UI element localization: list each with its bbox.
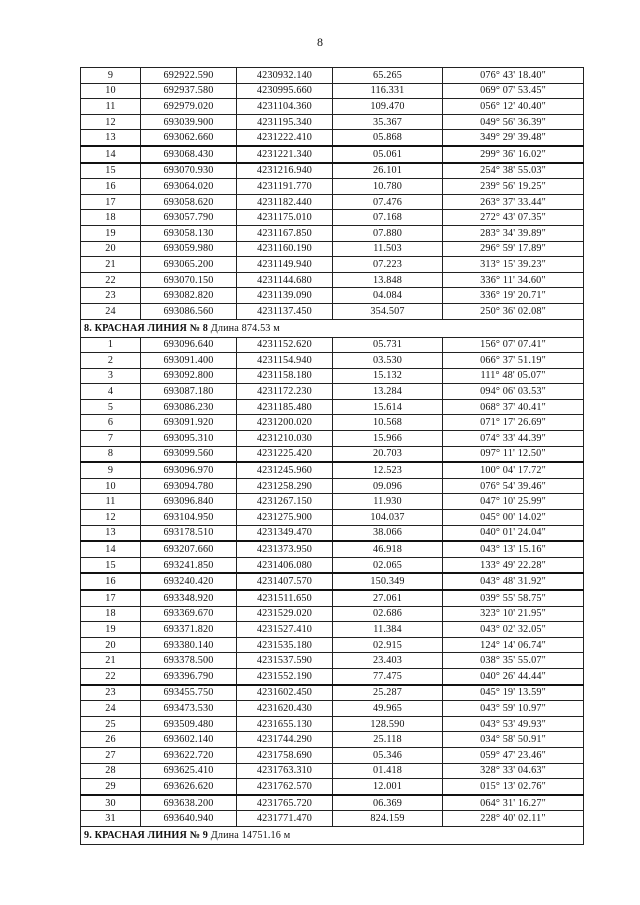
table-row xyxy=(81,368,584,384)
y-coordinate-cell: 4231527.410 xyxy=(237,622,333,638)
x-coordinate-cell: 693070.150 xyxy=(141,272,237,288)
distance-cell: 05.061 xyxy=(333,146,443,163)
point-number-cell: 9 xyxy=(81,462,141,478)
point-number-cell: 5 xyxy=(81,399,141,415)
table-row xyxy=(81,68,584,84)
point-number-cell: 20 xyxy=(81,241,141,257)
distance-cell: 824.159 xyxy=(333,811,443,827)
bearing-cell: 349° 29' 39.48" xyxy=(443,130,584,146)
x-coordinate-cell: 693057.790 xyxy=(141,210,237,226)
bearing-cell: 283° 34' 39.89" xyxy=(443,225,584,241)
bearing-cell: 323° 10' 21.95" xyxy=(443,606,584,622)
table-row xyxy=(81,431,584,447)
distance-cell: 12.523 xyxy=(333,462,443,478)
table-row xyxy=(81,83,584,99)
distance-cell: 49.965 xyxy=(333,701,443,717)
table-row xyxy=(81,795,584,811)
x-coordinate-cell: 693455.750 xyxy=(141,685,237,701)
distance-cell: 13.284 xyxy=(333,384,443,400)
distance-cell: 109.470 xyxy=(333,99,443,115)
table-row xyxy=(81,303,584,319)
distance-cell: 07.880 xyxy=(333,225,443,241)
table-row xyxy=(81,525,584,541)
table-row xyxy=(81,811,584,827)
point-number-cell: 24 xyxy=(81,701,141,717)
distance-cell: 05.346 xyxy=(333,747,443,763)
x-coordinate-cell: 693348.920 xyxy=(141,590,237,606)
section-title: 9. КРАСНАЯ ЛИНИЯ № 9 xyxy=(84,829,209,841)
distance-cell: 150.349 xyxy=(333,573,443,590)
point-number-cell: 18 xyxy=(81,210,141,226)
distance-cell: 02.915 xyxy=(333,637,443,653)
table-row xyxy=(81,446,584,462)
distance-cell: 06.369 xyxy=(333,795,443,811)
point-number-cell: 15 xyxy=(81,557,141,573)
distance-cell: 27.061 xyxy=(333,590,443,606)
x-coordinate-cell: 692937.580 xyxy=(141,83,237,99)
table-row xyxy=(81,573,584,590)
point-number-cell: 24 xyxy=(81,303,141,319)
point-number-cell: 28 xyxy=(81,763,141,779)
y-coordinate-cell: 4231144.680 xyxy=(237,272,333,288)
bearing-cell: 094° 06' 03.53" xyxy=(443,384,584,400)
y-coordinate-cell: 4231771.470 xyxy=(237,811,333,827)
bearing-cell: 066° 37' 51.19" xyxy=(443,353,584,369)
distance-cell: 15.614 xyxy=(333,399,443,415)
distance-cell: 13.848 xyxy=(333,272,443,288)
bearing-cell: 076° 43' 18.40" xyxy=(443,68,584,84)
y-coordinate-cell: 4231216.940 xyxy=(237,163,333,179)
distance-cell: 15.132 xyxy=(333,368,443,384)
bearing-cell: 043° 02' 32.05" xyxy=(443,622,584,638)
y-coordinate-cell: 4231139.090 xyxy=(237,288,333,304)
table-row xyxy=(81,337,584,353)
y-coordinate-cell: 4231763.310 xyxy=(237,763,333,779)
y-coordinate-cell: 4230932.140 xyxy=(237,68,333,84)
y-coordinate-cell: 4231172.230 xyxy=(237,384,333,400)
bearing-cell: 068° 37' 40.41" xyxy=(443,399,584,415)
y-coordinate-cell: 4231221.340 xyxy=(237,146,333,163)
point-number-cell: 17 xyxy=(81,194,141,210)
point-number-cell: 13 xyxy=(81,130,141,146)
y-coordinate-cell: 4231275.900 xyxy=(237,510,333,526)
y-coordinate-cell: 4231765.720 xyxy=(237,795,333,811)
y-coordinate-cell: 4231655.130 xyxy=(237,716,333,732)
distance-cell: 26.101 xyxy=(333,163,443,179)
x-coordinate-cell: 693068.430 xyxy=(141,146,237,163)
bearing-cell: 043° 13' 15.16" xyxy=(443,541,584,557)
distance-cell: 07.476 xyxy=(333,194,443,210)
x-coordinate-cell: 693059.980 xyxy=(141,241,237,257)
x-coordinate-cell: 693096.640 xyxy=(141,337,237,353)
x-coordinate-cell: 692922.590 xyxy=(141,68,237,84)
table-row xyxy=(81,194,584,210)
bearing-cell: 156° 07' 07.41" xyxy=(443,337,584,353)
point-number-cell: 19 xyxy=(81,622,141,638)
bearing-cell: 250° 36' 02.08" xyxy=(443,303,584,319)
table-row xyxy=(81,541,584,557)
table-row xyxy=(81,353,584,369)
x-coordinate-cell: 693058.130 xyxy=(141,225,237,241)
point-number-cell: 30 xyxy=(81,795,141,811)
x-coordinate-cell: 693086.230 xyxy=(141,399,237,415)
section-header-row xyxy=(81,319,584,337)
distance-cell: 35.367 xyxy=(333,114,443,130)
x-coordinate-cell: 693473.530 xyxy=(141,701,237,717)
bearing-cell: 313° 15' 39.23" xyxy=(443,257,584,273)
distance-cell: 38.066 xyxy=(333,525,443,541)
bearing-cell: 056° 12' 40.40" xyxy=(443,99,584,115)
table-row xyxy=(81,225,584,241)
section-length: Длина 874.53 м xyxy=(210,322,280,334)
x-coordinate-cell: 693091.400 xyxy=(141,353,237,369)
bearing-cell: 074° 33' 44.39" xyxy=(443,431,584,447)
table-row xyxy=(81,732,584,748)
x-coordinate-cell: 693086.560 xyxy=(141,303,237,319)
x-coordinate-cell: 693369.670 xyxy=(141,606,237,622)
table-row xyxy=(81,510,584,526)
section-header xyxy=(81,319,584,337)
y-coordinate-cell: 4231104.360 xyxy=(237,99,333,115)
point-number-cell: 19 xyxy=(81,225,141,241)
table-row xyxy=(81,399,584,415)
distance-cell: 10.568 xyxy=(333,415,443,431)
y-coordinate-cell: 4231175.010 xyxy=(237,210,333,226)
bearing-cell: 124° 14' 06.74" xyxy=(443,637,584,653)
table-row xyxy=(81,622,584,638)
x-coordinate-cell: 693062.660 xyxy=(141,130,237,146)
y-coordinate-cell: 4231529.020 xyxy=(237,606,333,622)
distance-cell: 03.530 xyxy=(333,353,443,369)
y-coordinate-cell: 4231602.450 xyxy=(237,685,333,701)
point-number-cell: 21 xyxy=(81,257,141,273)
bearing-cell: 272° 43' 07.35" xyxy=(443,210,584,226)
bearing-cell: 043° 53' 49.93" xyxy=(443,716,584,732)
point-number-cell: 2 xyxy=(81,353,141,369)
table-row xyxy=(81,257,584,273)
x-coordinate-cell: 693602.140 xyxy=(141,732,237,748)
x-coordinate-cell: 693640.940 xyxy=(141,811,237,827)
distance-cell: 11.384 xyxy=(333,622,443,638)
table-row xyxy=(81,272,584,288)
point-number-cell: 17 xyxy=(81,590,141,606)
y-coordinate-cell: 4231154.940 xyxy=(237,353,333,369)
point-number-cell: 12 xyxy=(81,114,141,130)
distance-cell: 15.966 xyxy=(333,431,443,447)
distance-cell: 25.118 xyxy=(333,732,443,748)
x-coordinate-cell: 693082.820 xyxy=(141,288,237,304)
y-coordinate-cell: 4231535.180 xyxy=(237,637,333,653)
bearing-cell: 047° 10' 25.99" xyxy=(443,494,584,510)
x-coordinate-cell: 693092.800 xyxy=(141,368,237,384)
bearing-cell: 111° 48' 05.07" xyxy=(443,368,584,384)
y-coordinate-cell: 4231620.430 xyxy=(237,701,333,717)
section-header-row xyxy=(81,826,584,844)
point-number-cell: 13 xyxy=(81,525,141,541)
y-coordinate-cell: 4230995.660 xyxy=(237,83,333,99)
point-number-cell: 29 xyxy=(81,779,141,795)
point-number-cell: 16 xyxy=(81,179,141,195)
y-coordinate-cell: 4231182.440 xyxy=(237,194,333,210)
point-number-cell: 7 xyxy=(81,431,141,447)
distance-cell: 07.168 xyxy=(333,210,443,226)
point-number-cell: 1 xyxy=(81,337,141,353)
table-row xyxy=(81,653,584,669)
y-coordinate-cell: 4231160.190 xyxy=(237,241,333,257)
bearing-cell: 254° 38' 55.03" xyxy=(443,163,584,179)
x-coordinate-cell: 693091.920 xyxy=(141,415,237,431)
point-number-cell: 21 xyxy=(81,653,141,669)
bearing-cell: 336° 11' 34.60" xyxy=(443,272,584,288)
distance-cell: 02.065 xyxy=(333,557,443,573)
bearing-cell: 015° 13' 02.76" xyxy=(443,779,584,795)
point-number-cell: 10 xyxy=(81,478,141,494)
y-coordinate-cell: 4231267.150 xyxy=(237,494,333,510)
distance-cell: 01.418 xyxy=(333,763,443,779)
table-row xyxy=(81,701,584,717)
table-row xyxy=(81,716,584,732)
y-coordinate-cell: 4231762.570 xyxy=(237,779,333,795)
table-row xyxy=(81,590,584,606)
table-row xyxy=(81,415,584,431)
point-number-cell: 4 xyxy=(81,384,141,400)
point-number-cell: 10 xyxy=(81,83,141,99)
table-row xyxy=(81,637,584,653)
y-coordinate-cell: 4231349.470 xyxy=(237,525,333,541)
distance-cell: 12.001 xyxy=(333,779,443,795)
y-coordinate-cell: 4231373.950 xyxy=(237,541,333,557)
x-coordinate-cell: 693371.820 xyxy=(141,622,237,638)
coordinates-table xyxy=(80,67,584,845)
distance-cell: 11.930 xyxy=(333,494,443,510)
bearing-cell: 076° 54' 39.46" xyxy=(443,478,584,494)
y-coordinate-cell: 4231537.590 xyxy=(237,653,333,669)
point-number-cell: 9 xyxy=(81,68,141,84)
y-coordinate-cell: 4231406.080 xyxy=(237,557,333,573)
y-coordinate-cell: 4231137.450 xyxy=(237,303,333,319)
y-coordinate-cell: 4231185.480 xyxy=(237,399,333,415)
bearing-cell: 263° 37' 33.44" xyxy=(443,194,584,210)
bearing-cell: 059° 47' 23.46" xyxy=(443,747,584,763)
bearing-cell: 296° 59' 17.89" xyxy=(443,241,584,257)
distance-cell: 77.475 xyxy=(333,668,443,684)
x-coordinate-cell: 693509.480 xyxy=(141,716,237,732)
table-row xyxy=(81,494,584,510)
bearing-cell: 039° 55' 58.75" xyxy=(443,590,584,606)
x-coordinate-cell: 693099.560 xyxy=(141,446,237,462)
y-coordinate-cell: 4231758.690 xyxy=(237,747,333,763)
bearing-cell: 040° 01' 24.04" xyxy=(443,525,584,541)
point-number-cell: 20 xyxy=(81,637,141,653)
distance-cell: 65.265 xyxy=(333,68,443,84)
bearing-cell: 043° 59' 10.97" xyxy=(443,701,584,717)
section-header xyxy=(81,826,584,844)
y-coordinate-cell: 4231152.620 xyxy=(237,337,333,353)
y-coordinate-cell: 4231210.030 xyxy=(237,431,333,447)
table-row xyxy=(81,288,584,304)
x-coordinate-cell: 692979.020 xyxy=(141,99,237,115)
bearing-cell: 071° 17' 26.69" xyxy=(443,415,584,431)
bearing-cell: 045° 00' 14.02" xyxy=(443,510,584,526)
distance-cell: 09.096 xyxy=(333,478,443,494)
bearing-cell: 100° 04' 17.72" xyxy=(443,462,584,478)
x-coordinate-cell: 693380.140 xyxy=(141,637,237,653)
point-number-cell: 11 xyxy=(81,494,141,510)
distance-cell: 20.703 xyxy=(333,446,443,462)
table-row xyxy=(81,99,584,115)
x-coordinate-cell: 693094.780 xyxy=(141,478,237,494)
point-number-cell: 31 xyxy=(81,811,141,827)
distance-cell: 05.731 xyxy=(333,337,443,353)
table-row xyxy=(81,210,584,226)
y-coordinate-cell: 4231149.940 xyxy=(237,257,333,273)
bearing-cell: 064° 31' 16.27" xyxy=(443,795,584,811)
point-number-cell: 25 xyxy=(81,716,141,732)
distance-cell: 116.331 xyxy=(333,83,443,99)
distance-cell: 25.287 xyxy=(333,685,443,701)
bearing-cell: 038° 35' 55.07" xyxy=(443,653,584,669)
y-coordinate-cell: 4231222.410 xyxy=(237,130,333,146)
x-coordinate-cell: 693039.900 xyxy=(141,114,237,130)
table-row xyxy=(81,146,584,163)
table-row xyxy=(81,685,584,701)
distance-cell: 05.868 xyxy=(333,130,443,146)
y-coordinate-cell: 4231225.420 xyxy=(237,446,333,462)
table-row xyxy=(81,130,584,146)
x-coordinate-cell: 693240.420 xyxy=(141,573,237,590)
x-coordinate-cell: 693087.180 xyxy=(141,384,237,400)
bearing-cell: 299° 36' 16.02" xyxy=(443,146,584,163)
distance-cell: 23.403 xyxy=(333,653,443,669)
x-coordinate-cell: 693622.720 xyxy=(141,747,237,763)
table-row xyxy=(81,241,584,257)
table-row xyxy=(81,606,584,622)
x-coordinate-cell: 693178.510 xyxy=(141,525,237,541)
distance-cell: 104.037 xyxy=(333,510,443,526)
point-number-cell: 23 xyxy=(81,288,141,304)
point-number-cell: 23 xyxy=(81,685,141,701)
x-coordinate-cell: 693625.410 xyxy=(141,763,237,779)
bearing-cell: 069° 07' 53.45" xyxy=(443,83,584,99)
bearing-cell: 097° 11' 12.50" xyxy=(443,446,584,462)
y-coordinate-cell: 4231167.850 xyxy=(237,225,333,241)
point-number-cell: 3 xyxy=(81,368,141,384)
y-coordinate-cell: 4231158.180 xyxy=(237,368,333,384)
distance-cell: 10.780 xyxy=(333,179,443,195)
x-coordinate-cell: 693104.950 xyxy=(141,510,237,526)
point-number-cell: 11 xyxy=(81,99,141,115)
x-coordinate-cell: 693626.620 xyxy=(141,779,237,795)
bearing-cell: 239° 56' 19.25" xyxy=(443,179,584,195)
x-coordinate-cell: 693096.840 xyxy=(141,494,237,510)
table-row xyxy=(81,163,584,179)
distance-cell: 128.590 xyxy=(333,716,443,732)
x-coordinate-cell: 693065.200 xyxy=(141,257,237,273)
bearing-cell: 328° 33' 04.63" xyxy=(443,763,584,779)
point-number-cell: 6 xyxy=(81,415,141,431)
section-title: 8. КРАСНАЯ ЛИНИЯ № 8 xyxy=(84,322,209,334)
point-number-cell: 18 xyxy=(81,606,141,622)
table-row xyxy=(81,557,584,573)
point-number-cell: 14 xyxy=(81,541,141,557)
point-number-cell: 14 xyxy=(81,146,141,163)
x-coordinate-cell: 693095.310 xyxy=(141,431,237,447)
point-number-cell: 22 xyxy=(81,668,141,684)
y-coordinate-cell: 4231200.020 xyxy=(237,415,333,431)
point-number-cell: 26 xyxy=(81,732,141,748)
distance-cell: 02.686 xyxy=(333,606,443,622)
bearing-cell: 049° 56' 36.39" xyxy=(443,114,584,130)
point-number-cell: 27 xyxy=(81,747,141,763)
table-row xyxy=(81,763,584,779)
x-coordinate-cell: 693070.930 xyxy=(141,163,237,179)
y-coordinate-cell: 4231258.290 xyxy=(237,478,333,494)
x-coordinate-cell: 693241.850 xyxy=(141,557,237,573)
y-coordinate-cell: 4231744.290 xyxy=(237,732,333,748)
table-row xyxy=(81,462,584,478)
distance-cell: 11.503 xyxy=(333,241,443,257)
distance-cell: 07.223 xyxy=(333,257,443,273)
x-coordinate-cell: 693064.020 xyxy=(141,179,237,195)
x-coordinate-cell: 693207.660 xyxy=(141,541,237,557)
table-row xyxy=(81,779,584,795)
y-coordinate-cell: 4231245.960 xyxy=(237,462,333,478)
x-coordinate-cell: 693396.790 xyxy=(141,668,237,684)
table-row xyxy=(81,114,584,130)
page-number: 8 xyxy=(317,35,323,49)
x-coordinate-cell: 693378.500 xyxy=(141,653,237,669)
y-coordinate-cell: 4231407.570 xyxy=(237,573,333,590)
x-coordinate-cell: 693638.200 xyxy=(141,795,237,811)
distance-cell: 04.084 xyxy=(333,288,443,304)
bearing-cell: 043° 48' 31.92" xyxy=(443,573,584,590)
x-coordinate-cell: 693058.620 xyxy=(141,194,237,210)
bearing-cell: 045° 19' 13.59" xyxy=(443,685,584,701)
point-number-cell: 12 xyxy=(81,510,141,526)
bearing-cell: 133° 49' 22.28" xyxy=(443,557,584,573)
bearing-cell: 040° 26' 44.44" xyxy=(443,668,584,684)
section-length: Длина 14751.16 м xyxy=(210,829,291,841)
bearing-cell: 228° 40' 02.11" xyxy=(443,811,584,827)
bearing-cell: 336° 19' 20.71" xyxy=(443,288,584,304)
y-coordinate-cell: 4231511.650 xyxy=(237,590,333,606)
table-row xyxy=(81,179,584,195)
point-number-cell: 22 xyxy=(81,272,141,288)
y-coordinate-cell: 4231195.340 xyxy=(237,114,333,130)
point-number-cell: 15 xyxy=(81,163,141,179)
y-coordinate-cell: 4231191.770 xyxy=(237,179,333,195)
point-number-cell: 8 xyxy=(81,446,141,462)
x-coordinate-cell: 693096.970 xyxy=(141,462,237,478)
y-coordinate-cell: 4231552.190 xyxy=(237,668,333,684)
point-number-cell: 16 xyxy=(81,573,141,590)
distance-cell: 354.507 xyxy=(333,303,443,319)
table-row xyxy=(81,747,584,763)
table-row xyxy=(81,478,584,494)
table-row xyxy=(81,384,584,400)
distance-cell: 46.918 xyxy=(333,541,443,557)
bearing-cell: 034° 58' 50.91" xyxy=(443,732,584,748)
table-row xyxy=(81,668,584,684)
